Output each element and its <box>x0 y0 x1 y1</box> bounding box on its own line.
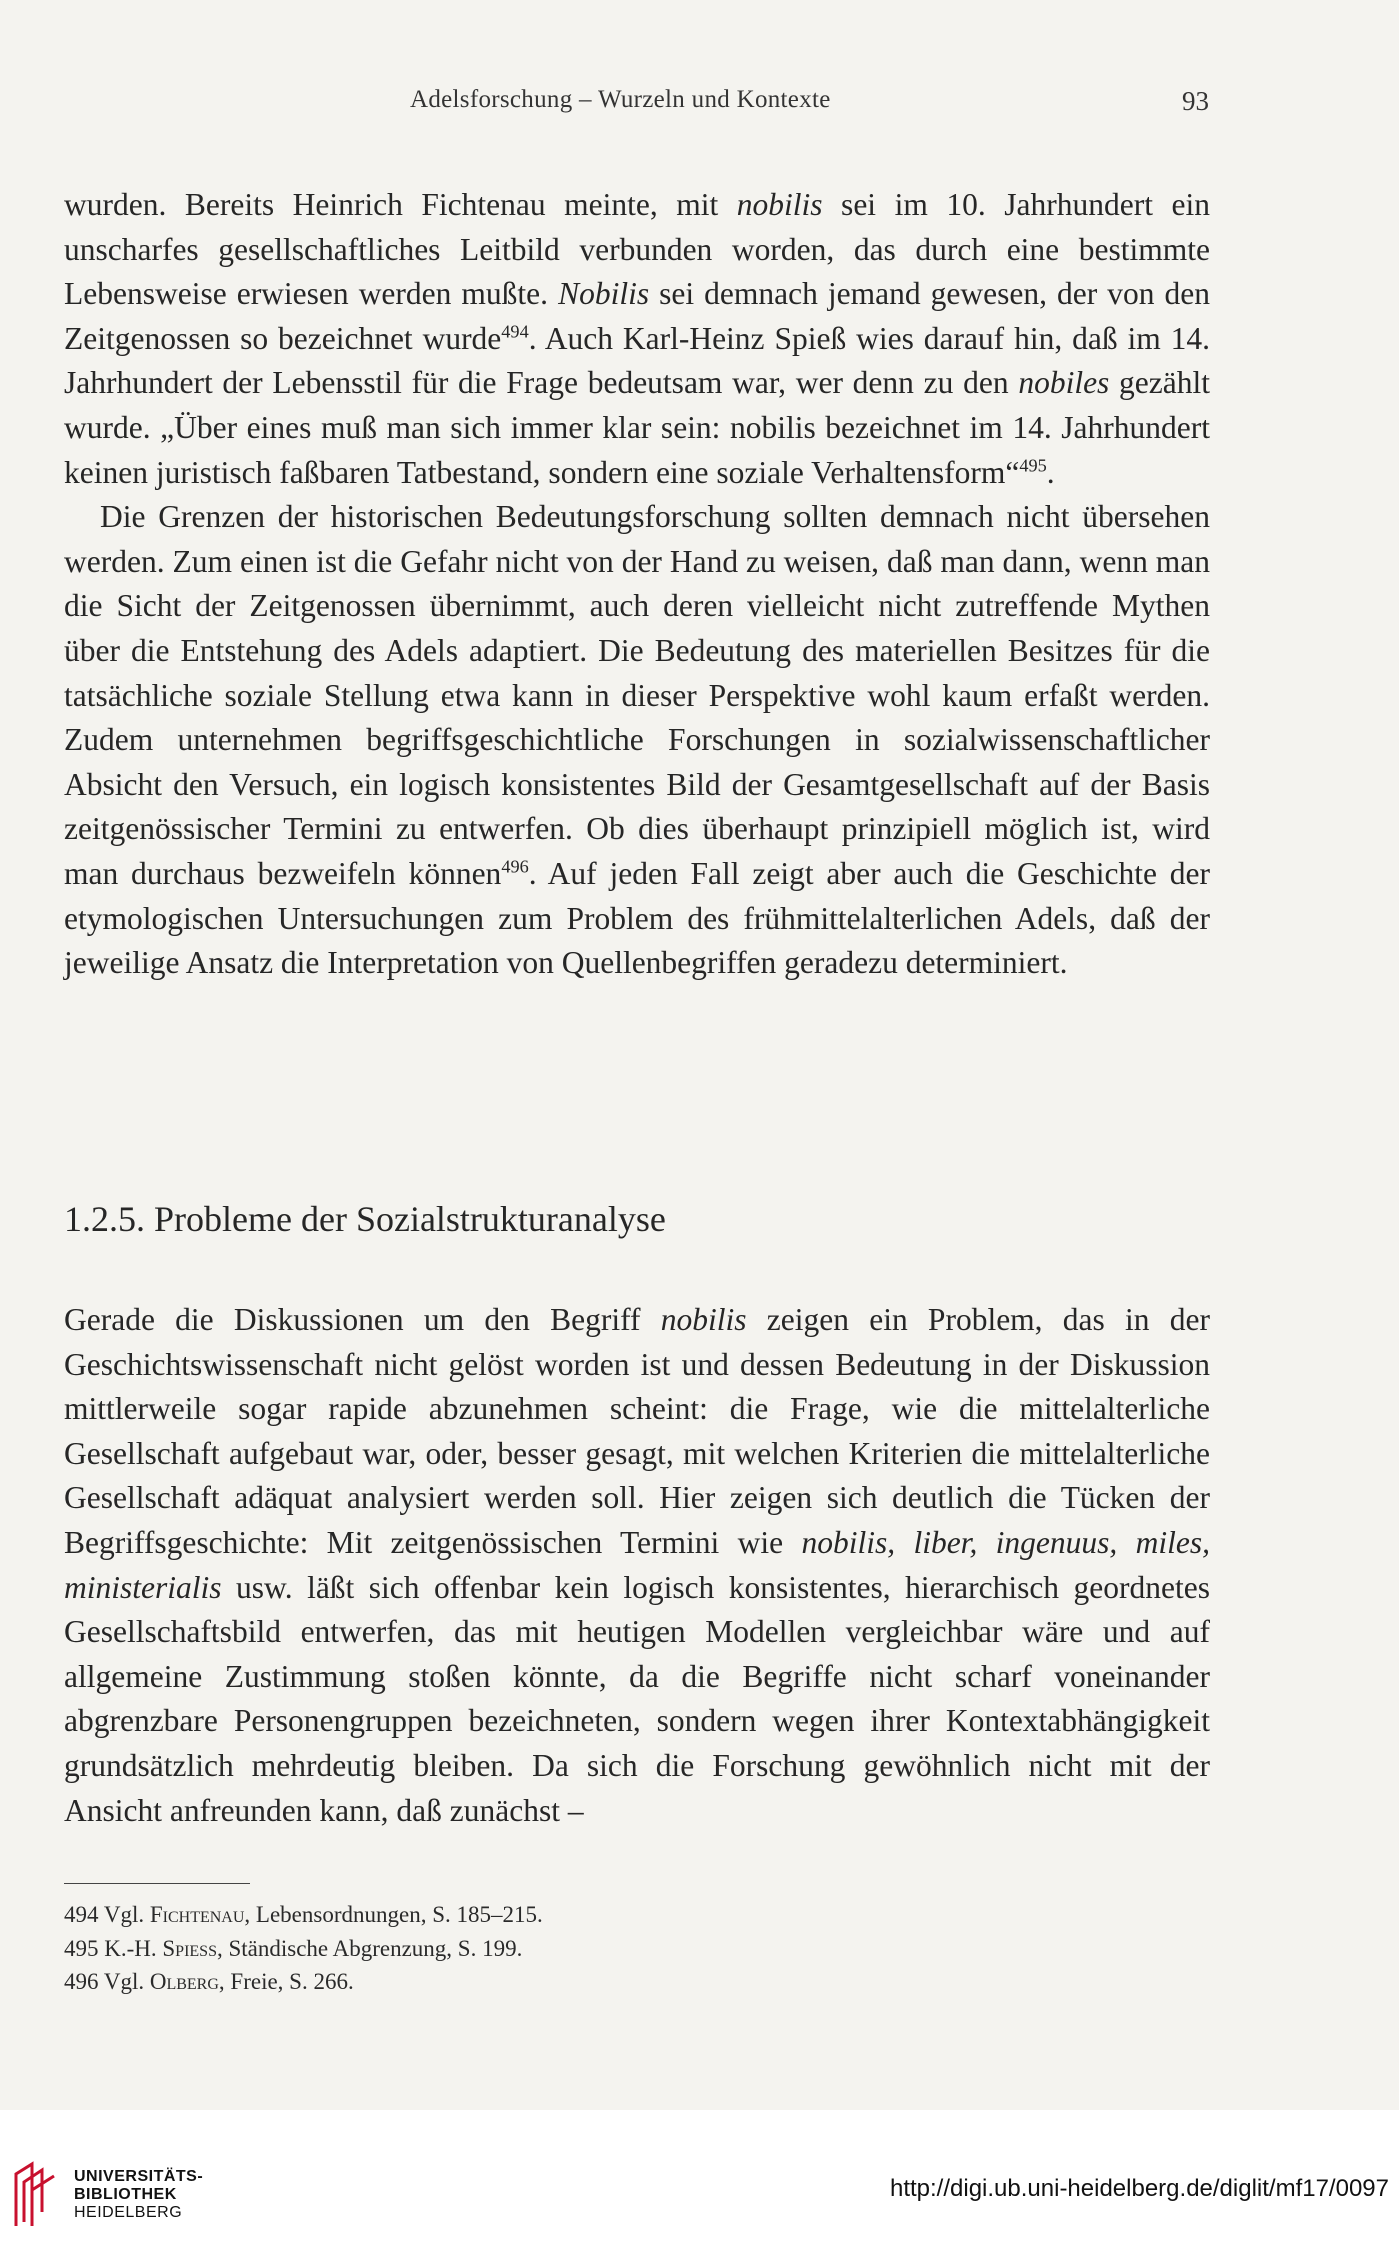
footnote-ref-494[interactable]: 494 <box>501 321 529 342</box>
paragraph: wurden. Bereits Heinrich Fichtenau meinte, mit nobilis sei im 10. Jahrhundert ein unscharfes gesellschaftliches Leitbild verbunden worden, das durch eine bestimmte Lebensweise erwiesen werden mußte. Nobilis sei demnach jemand gewesen, der von den Zeitgenossen so bezeichnet wurde$^{494}$. Auch Karl-Heinz Spieß wies darauf hin, daß im 14. Jahrhundert der Lebensstil für die Frage bedeutsam war, wer denn zu den nobiles gezählt wurde. „Über eines muß man sich immer klar sein: nobilis bezeichnet im 14. Jahrhundert keinen juristisch faßbaren Tatbestand, sondern eine soziale Verhaltensform“$^{495}$. <box>64 187 1210 490</box>
running-head: Adelsforschung – Wurzeln und Kontexte <box>410 86 831 113</box>
footnote-divider <box>64 1883 250 1884</box>
footnote-494: 494 Vgl. Fichtenau, Lebensordnungen, S. 185–215. <box>64 1902 543 1927</box>
library-logo-text: UNIVERSITÄTS- BIBLIOTHEK HEIDELBERG <box>74 2168 204 2221</box>
paragraph: Gerade die Diskussionen um den Begriff nobilis zeigen ein Problem, das in der Geschichtswissenschaft nicht gelöst worden ist und dessen Bedeutung in der Diskussion mittlerweile sogar rapide abzunehmen scheint: die Frage, wie die mittelalterliche Gesellschaft aufgebaut war, oder, besser gesagt, mit welchen Kriterien die mittelalterliche Gesellschaft adäquat analysiert werden soll. Hier zeigen sich deutlich die Tücken der Begriffsgeschichte: Mit zeitgenössischen Termini wie nobilis, liber, ingenuus, miles, ministerialis usw. läßt sich offenbar kein logisch konsistentes, hierarchisch geordnetes Gesellschaftsbild entwerfen, das mit heutigen Modellen vergleichbar wäre und auf allgemeine Zustimmung stoßen könnte, da die Begriffe nicht scharf voneinander abgrenzbare Personengruppen bezeichneten, sondern wegen ihrer Kontextabhängigkeit grundsätzlich mehrdeutig bleiben. Da sich die Forschung gewöhnlich nicht mit der Ansicht anfreunden kann, daß zunächst – <box>64 1302 1210 1828</box>
footnote-496: 496 Vgl. Olberg, Freie, S. 266. <box>64 1969 354 1994</box>
footnote-ref-496[interactable]: 496 <box>501 856 529 877</box>
library-logo[interactable] <box>12 2160 203 2230</box>
section-heading: 1.2.5. Probleme der Sozialstrukturanalyse <box>64 1199 666 1239</box>
body-text-block-1 <box>64 183 1210 986</box>
library-logo-icon <box>12 2160 60 2230</box>
page-url[interactable]: http://digi.ub.uni-heidelberg.de/diglit/mf17/0097 <box>889 2175 1389 2202</box>
page-number: 93 <box>1182 86 1209 116</box>
footnotes <box>64 1898 543 1999</box>
body-text-block-2 <box>64 1298 1210 1833</box>
paragraph: Die Grenzen der historischen Bedeutungsforschung sollten demnach nicht übersehen werden. Zum einen ist die Gefahr nicht von der Hand zu weisen, daß man dann, wenn man die Sicht der Zeitgenossen übernimmt, auch deren vielleicht nicht zutreffende Mythen über die Entstehung des Adels adaptiert. Die Bedeutung des materiellen Besitzes für die tatsächliche soziale Stellung etwa kann in dieser Perspektive wohl kaum erfaßt werden. Zudem unternehmen begriffsgeschichtliche Forschungen in sozialwissenschaftlicher Absicht den Versuch, ein logisch konsistentes Bild der Gesamtgesellschaft auf der Basis zeitgenössischer Termini zu entwerfen. Ob dies überhaupt prinzipiell möglich ist, wird man durchaus bezweifeln können$^{496}$. Auf jeden Fall zeigt aber auch die Geschichte der etymologischen Untersuchungen zum Problem des frühmittelalterlichen Adels, daß der jeweilige Ansatz die Interpretation von Quellenbegriffen geradezu determiniert. <box>64 499 1210 981</box>
footnote-ref-495[interactable]: 495 <box>1019 455 1047 476</box>
footnote-495: 495 K.-H. Spiess, Ständische Abgrenzung, S. 199. <box>64 1935 523 1961</box>
